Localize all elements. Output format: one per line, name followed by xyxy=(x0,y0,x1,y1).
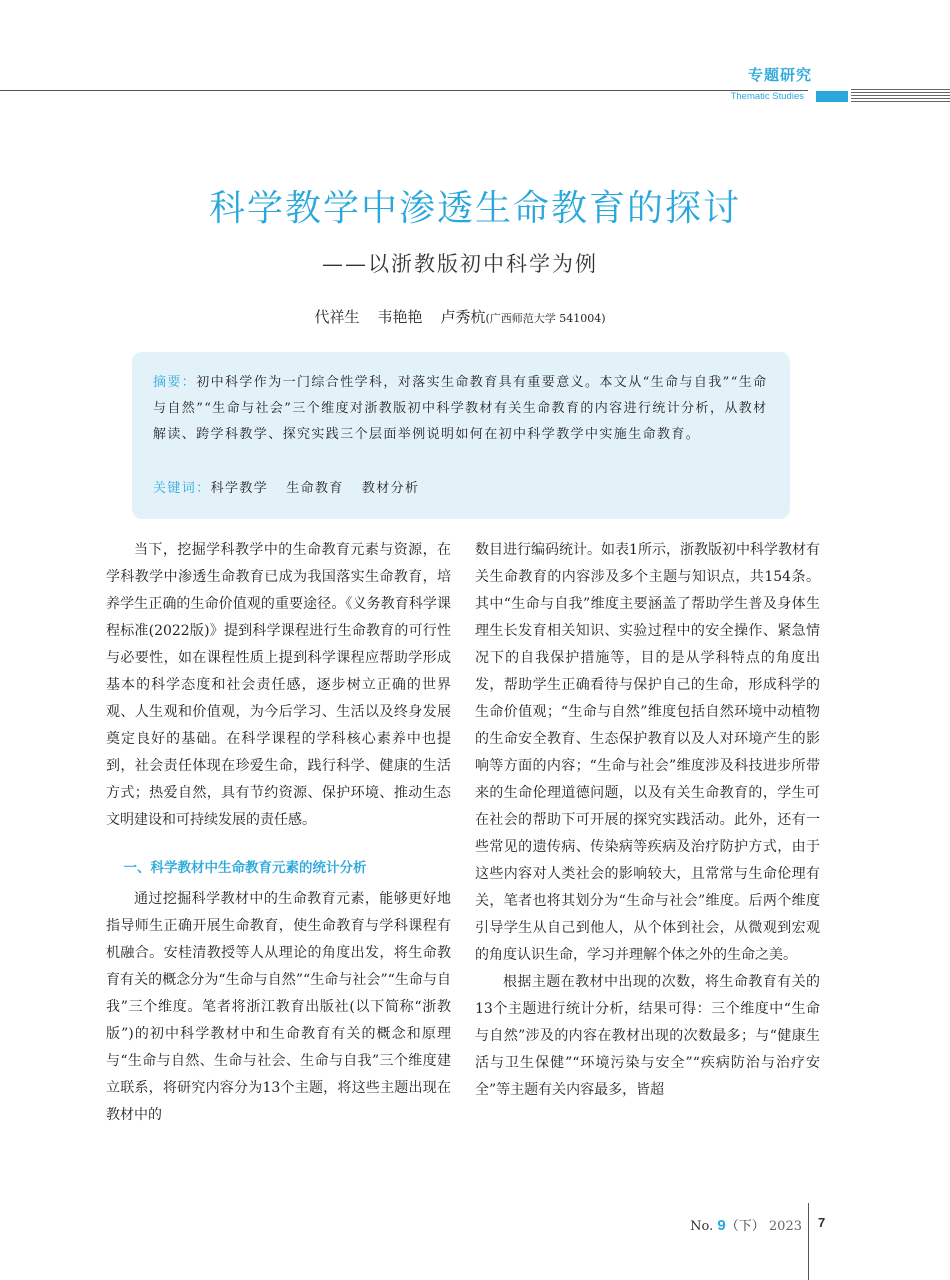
page-number: 7 xyxy=(818,1215,826,1230)
header-rule xyxy=(0,90,808,91)
abstract-text: 初中科学作为一门综合性学科，对落实生命教育具有重要意义。本文从“生命与自我”“生命与自然”“生命与社会”三个维度对浙教版初中科学教材有关生命教育的内容进行统计分析，从教材解读、跨学科教学、探究实践三个层面举例说明如何在初中科学教学中实施生命教育。 xyxy=(153,375,768,442)
issue-info xyxy=(690,1215,802,1234)
abstract-label: 摘要： xyxy=(153,375,197,390)
body-column-right xyxy=(475,537,820,1104)
keywords-label: 关键词： xyxy=(153,481,211,496)
body-column-left xyxy=(106,537,451,1129)
abstract xyxy=(153,370,775,448)
section-title: 专题研究 xyxy=(747,66,812,84)
author-name: 韦艳艳 xyxy=(377,308,423,326)
keyword: 教材分析 xyxy=(361,481,420,496)
issue-number: 9 xyxy=(717,1217,726,1234)
author-name: 卢秀杭 xyxy=(440,308,486,326)
author-line xyxy=(0,306,920,327)
article-subtitle: ——以浙教版初中科学为例 xyxy=(322,252,598,276)
section-heading: 一、科学教材中生命教育元素的统计分析 xyxy=(123,860,367,876)
body-paragraph: 根据主题在教材中出现的次数，将生命教育有关的13个主题进行统计分析，结果可得：三个维度中“生命与自然”涉及的内容在教材出现的次数最多；与“健康生活与卫生保健”“环境污染与安全”“疾病防治与治疗安全”等主题有关内容最多，皆超 xyxy=(475,974,820,1098)
footer-rule xyxy=(808,1203,809,1280)
author-affiliation: (广西师范大学 541004) xyxy=(485,312,606,325)
article-title: 科学教学中渗透生命教育的探讨 xyxy=(208,188,741,229)
body-paragraph: 当下，挖掘学科教学中的生命教育元素与资源，在学科教学中渗透生命教育已成为我国落实生命教育，培养学生正确的生命价值观的重要途径。《义务教育科学课程标准(2022版)》提到科学课程进行生命教育的可行性与必要性，如在课程性质上提到科学课程应帮助学形成基本的科学态度和社会责任感，逐步树立正确的世界观、人生观和价值观，为今后学习、生活以及终身发展奠定良好的基础。在科学课程的学科核心素养中也提到，社会责任体现在珍爱生命，践行科学、健康的生活方式；热爱自然，具有节约资源、保护环境、推动生态文明建设和可持续发展的责任感。 xyxy=(106,542,451,828)
issue-part: （下） xyxy=(725,1219,765,1234)
header-accent-block xyxy=(816,91,848,102)
author-name: 代祥生 xyxy=(314,308,360,326)
body-paragraph: 通过挖掘科学教材中的生命教育元素，能够更好地指导师生正确开展生命教育，使生命教育与学科课程有机融合。安桂清教授等人从理论的角度出发，将生命教育有关的概念分为“生命与自然”“生命与社会”“生命与自我”三个维度。笔者将浙江教育出版社(以下简称“浙教版”)的初中科学教材中和生命教育有关的概念和原理与“生命与自然、生命与社会、生命与自我”三个维度建立联系，将研究内容分为13个主题，将这些主题出现在教材中的 xyxy=(106,891,451,1123)
keywords xyxy=(153,477,437,496)
keyword: 科学教学 xyxy=(210,481,269,496)
body-paragraph: 数目进行编码统计。如表1所示，浙教版初中科学教材有关生命教育的内容涉及多个主题与知识点，共154条。其中“生命与自我”维度主要涵盖了帮助学生普及身体生理生长发育相关知识、实验过程中的安全操作、紧急情况下的自我保护措施等，目的是从学科特点的角度出发，帮助学生正确看待与保护自己的生命，形成科学的生命价值观；“生命与自然”维度包括自然环境中动植物的生命安全教育、生态保护教育以及人对环境产生的影响等方面的内容；“生命与社会”维度涉及科技进步所带来的生命伦理道德问题，以及有关生命教育的，学生可在社会的帮助下可开展的探究实践活动。此外，还有一些常见的遗传病、传染病等疾病及治疗防护方式，由于这些内容对人类社会的影响较大，且常常与生命伦理有关，笔者也将其划分为“生命与社会”维度。后两个维度引导学生从自己到他人，从个体到社会，从微观到宏观的角度认识生命，学习并理解个体之外的生命之美。 xyxy=(475,542,820,963)
issue-prefix: No. xyxy=(690,1219,714,1234)
header-stripes xyxy=(851,89,950,102)
issue-year: 2023 xyxy=(768,1219,802,1234)
keyword: 生命教育 xyxy=(286,481,344,496)
section-title-en: Thematic Studies xyxy=(730,91,804,102)
